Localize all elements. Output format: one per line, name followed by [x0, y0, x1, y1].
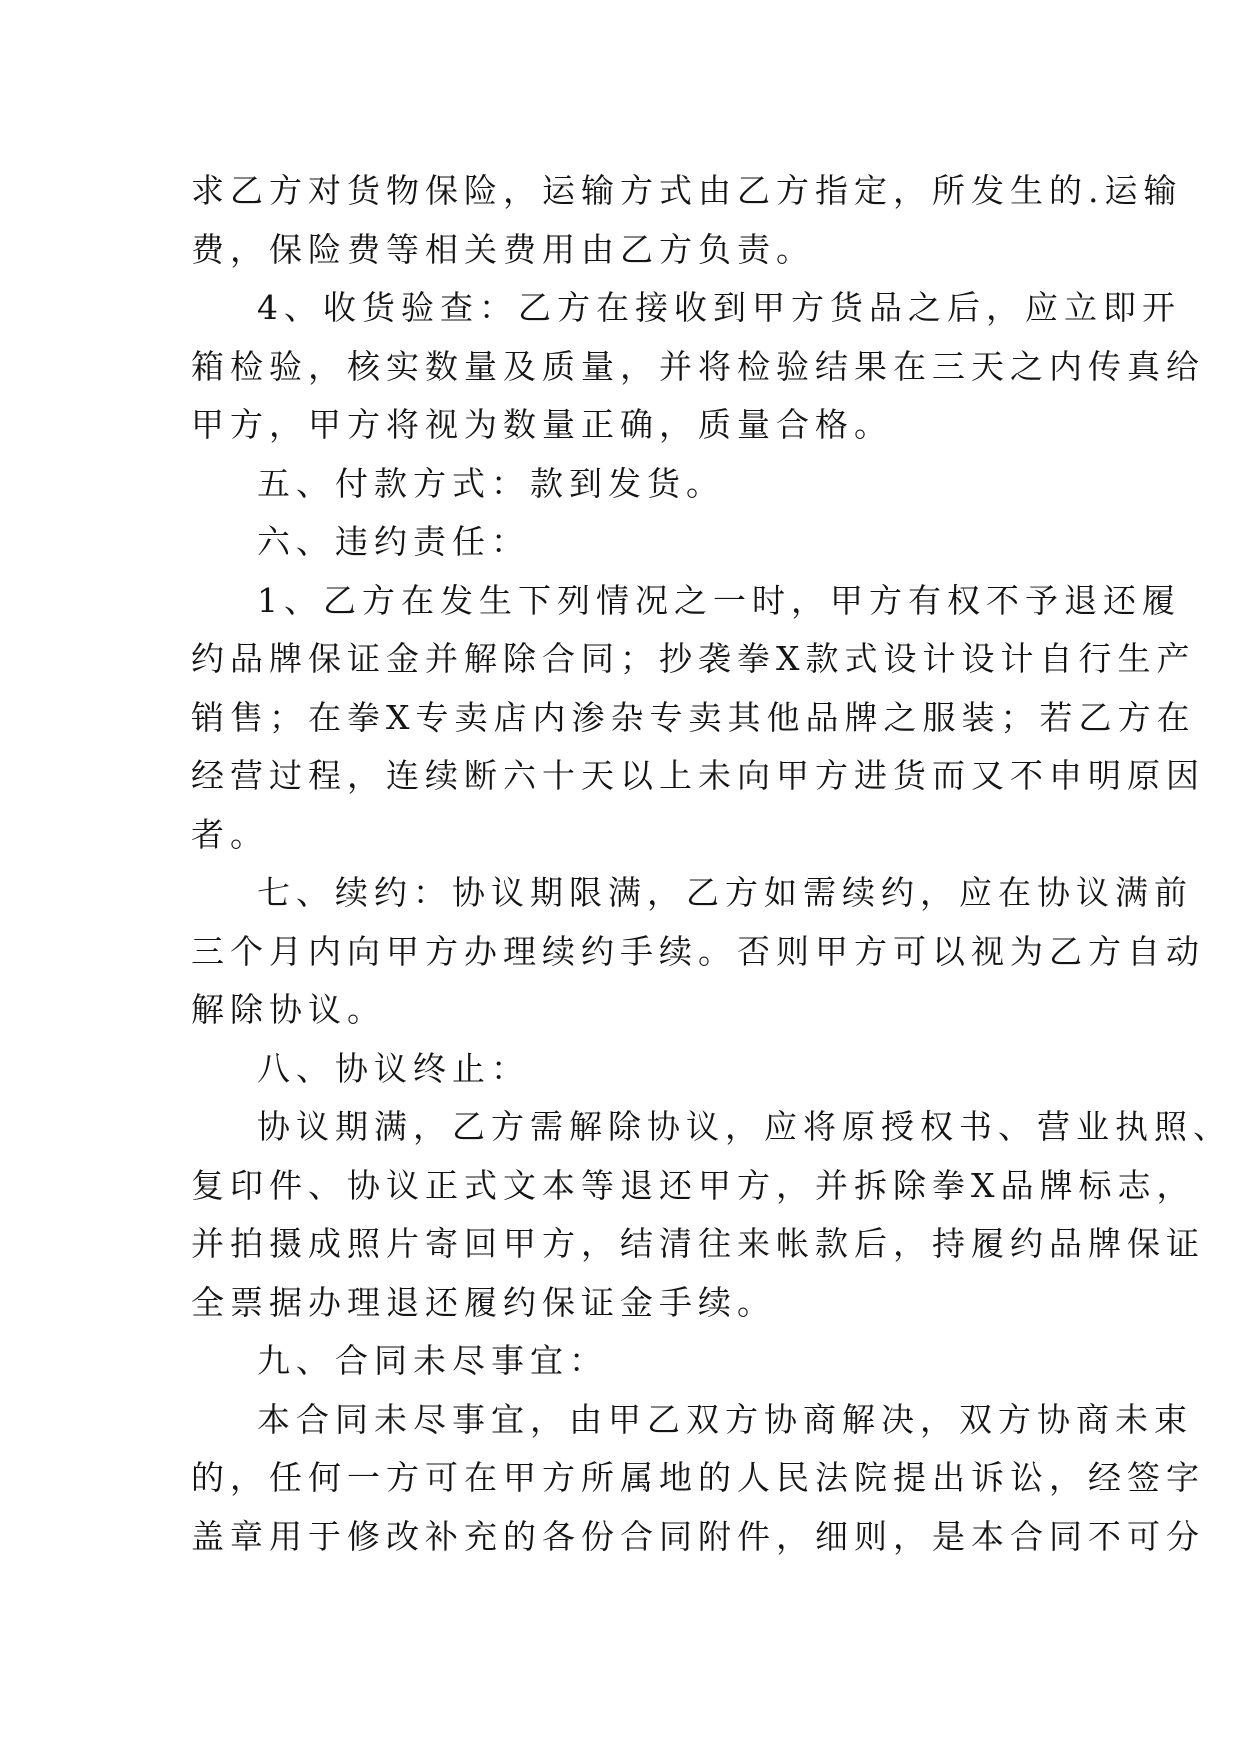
text-line: 4、收货验查：乙方在接收到甲方货品之后，应立即开 [257, 288, 1181, 327]
text-line: 复印件、协议正式文本等退还甲方，并拆除拳X品牌标志， [191, 1165, 1196, 1205]
text-line: 求乙方对货物保险，运输方式由乙方指定，所发生的.运输 [191, 171, 1183, 210]
section-heading: 九、合同未尽事宜： [257, 1341, 608, 1380]
text-line: 约品牌保证金并解除合同；抄袭拳X款式设计设计自行生产 [191, 639, 1196, 678]
text-line: 全票据办理退还履约保证金手续。 [191, 1282, 776, 1322]
text-line: 甲方，甲方将视为数量正确，质量合格。 [191, 405, 893, 444]
text-line: 解除协议。 [191, 990, 386, 1029]
document-body [191, 162, 1232, 1566]
text-line: 1、乙方在发生下列情况之一时，甲方有权不予退还履 [257, 580, 1181, 620]
text-line: 箱检验，核实数量及质量，并将检验结果在三天之内传真给 [191, 346, 1205, 386]
text-line: 的，任何一方可在甲方所属地的人民法院提出诉讼，经签字 [191, 1458, 1205, 1497]
text-line: 盖章用于修改补充的各份合同附件，细则，是本合同不可分 [191, 1516, 1205, 1556]
text-line: 三个月内向甲方办理续约手续。否则甲方可以视为乙方自动 [191, 931, 1205, 971]
text-line: 经营过程，连续断六十天以上未向甲方进货而又不申明原因 [191, 756, 1205, 795]
text-line: 并拍摄成照片寄回甲方，结清往来帐款后，持履约品牌保证 [191, 1224, 1205, 1263]
text-line: 协议期满，乙方需解除协议，应将原授权书、营业执照、 [257, 1107, 1232, 1146]
section-heading: 七、续约：协议期限满，乙方如需续约，应在协议满前 [257, 873, 1193, 912]
text-line: 费，保险费等相关费用由乙方负责。 [191, 229, 815, 269]
section-heading: 六、违约责任： [257, 522, 530, 561]
section-heading: 八、协议终止： [257, 1048, 530, 1088]
text-line: 本合同未尽事宜，由甲乙双方协商解决，双方协商未束 [257, 1399, 1193, 1439]
section-heading: 五、付款方式：款到发货。 [257, 463, 725, 503]
text-line: 销售；在拳X专卖店内渗杂专卖其他品牌之服装；若乙方在 [191, 697, 1196, 737]
text-line: 者。 [191, 814, 269, 854]
